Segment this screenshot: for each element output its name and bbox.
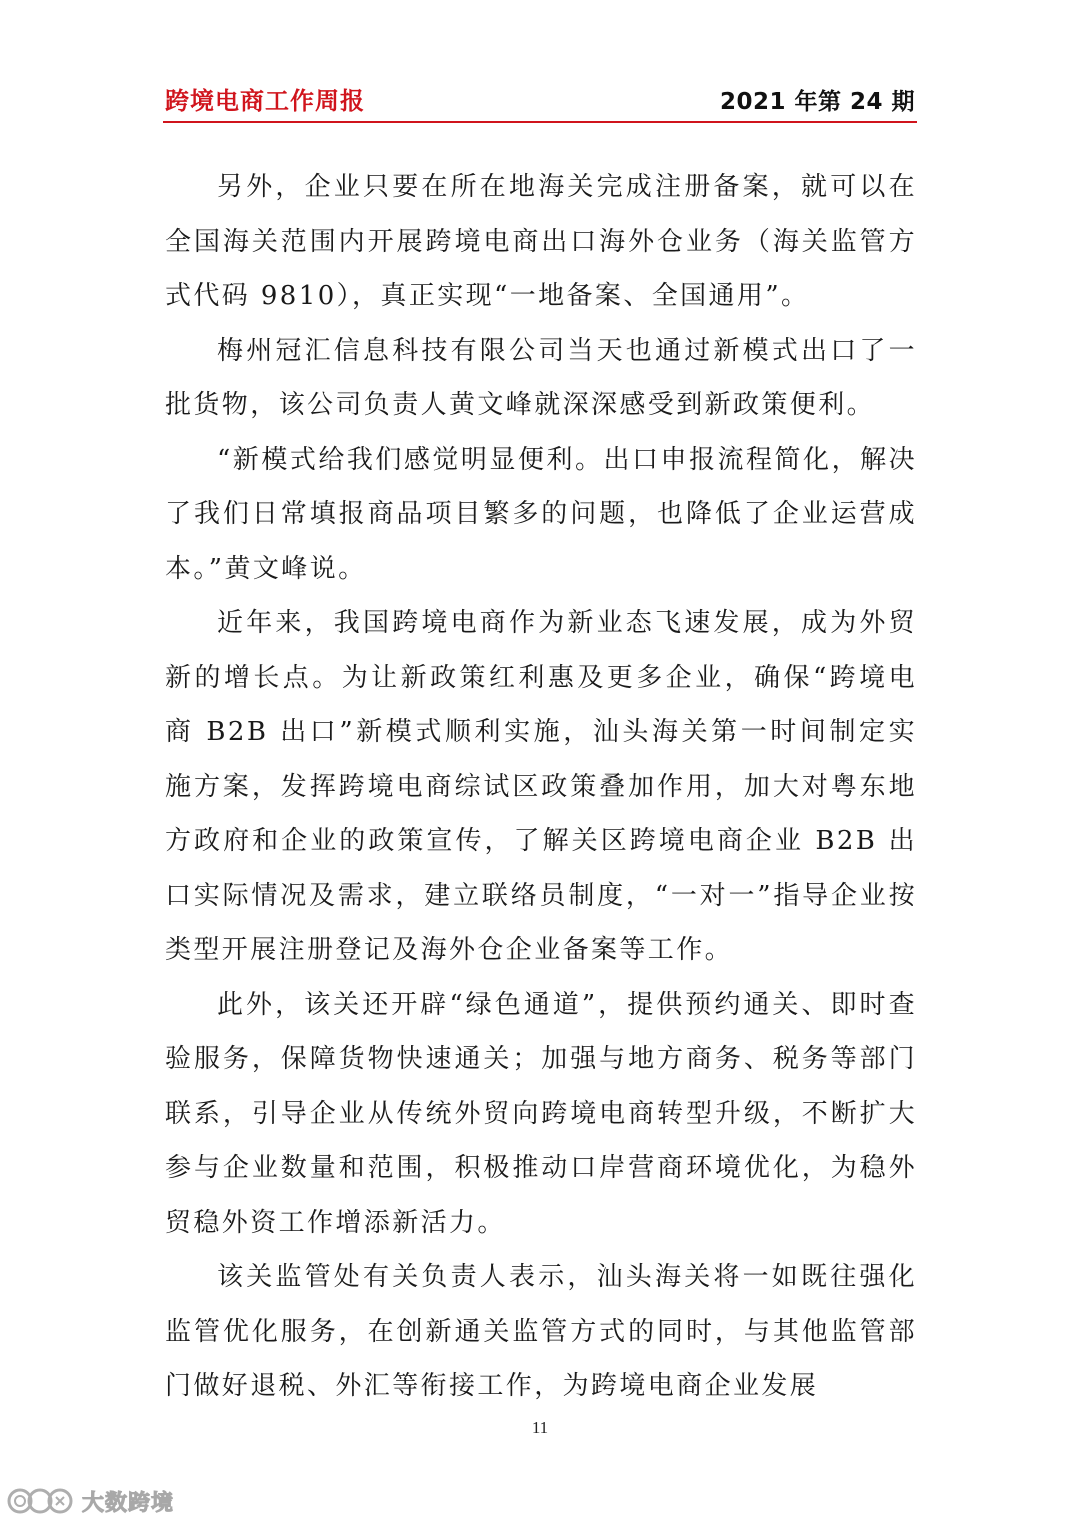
page-number: 11 [531, 1418, 549, 1437]
article-body [165, 160, 917, 1414]
paragraph: 另外，企业只要在所在地海关完成注册备案，就可以在全国海关范围内开展跨境电商出口海外仓业务（海关监管方式代码 9810），真正实现“一地备案、全国通用”。 [165, 172, 917, 311]
report-title: 跨境电商工作周报 [165, 87, 365, 115]
paragraph: 梅州冠汇信息科技有限公司当天也通过新模式出口了一批货物，该公司负责人黄文峰就深深感受到新政策便利。 [165, 335, 917, 420]
watermark-text: 大数跨境 [82, 1490, 175, 1516]
watermark [6, 1483, 174, 1519]
paragraph: 该关监管处有关负责人表示，汕头海关将一如既往强化监管优化服务，在创新通关监管方式的同时，与其他监管部门做好退税、外汇等衔接工作，为跨境电商企业发展 [165, 1262, 917, 1401]
paragraph: 近年来，我国跨境电商作为新业态飞速发展，成为外贸新的增长点。为让新政策红利惠及更多企业，确保“跨境电商 B2B 出口”新模式顺利实施，汕头海关第一时间制定实施方案，发挥跨境电商综试区政策叠加作用，加大对粤东地方政府和企业的政策宣传，了解关区跨境电商企业 B2B 出口实际情况及需求，建立联络员制度，“一对一”指导企业按类型开展注册登记及海外仓企业备案等工作。 [165, 608, 917, 965]
brand-logo-icon [6, 1483, 76, 1519]
issue-number: 2021 年第 24 期 [719, 89, 915, 115]
paragraph: “新模式给我们感觉明显便利。出口申报流程简化，解决了我们日常填报商品项目繁多的问题，也降低了企业运营成本。”黄文峰说。 [165, 444, 917, 584]
page-header [165, 76, 915, 116]
header-divider [163, 121, 917, 123]
paragraph: 此外，该关还开辟“绿色通道”，提供预约通关、即时查验服务，保障货物快速通关；加强与地方商务、税务等部门联系，引导企业从传统外贸向跨境电商转型升级，不断扩大参与企业数量和范围，积极推动口岸营商环境优化，为稳外贸稳外资工作增添新活力。 [165, 989, 917, 1238]
